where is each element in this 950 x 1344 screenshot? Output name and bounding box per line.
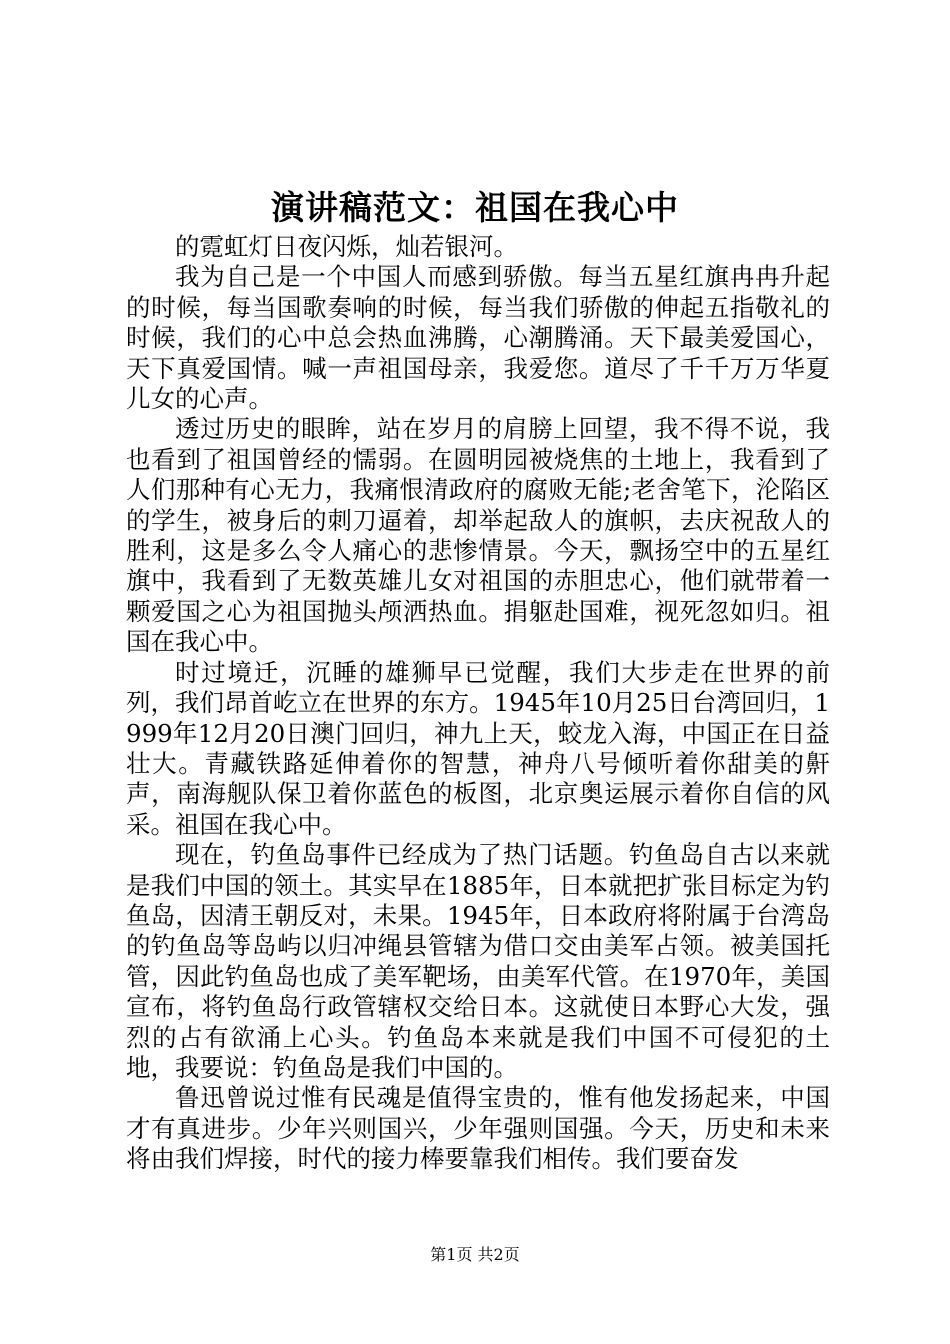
paragraph: 透过历史的眼眸，站在岁月的肩膀上回望，我不得不说，我也看到了祖国曾经的懦弱。在圆明园被烧焦的土地上，我看到了人们那种有心无力，我痛恨清政府的腐败无能;老舍笔下，沦陷区的学生，被身后的刺刀逼着，却举起敌人的旗帜，去庆祝敌人的胜利，这是多么令人痛心的悲惨情景。今天，飘扬空中的五星红旗中，我看到了无数英雄儿女对祖国的赤胆忠心，他们就带着一颗爱国之心为祖国抛头颅洒热血。捐躯赴国难，视死忽如归。祖国在我心中。: [126, 414, 830, 657]
document-body: [126, 232, 830, 1175]
paragraph: 我为自己是一个中国人而感到骄傲。每当五星红旗冉冉升起的时候，每当国歌奏响的时候，每当我们骄傲的伸起五指敬礼的时候，我们的心中总会热血沸腾，心潮腾涌。天下最美爱国心，天下真爱国情。喊一声祖国母亲，我爱您。道尽了千千万万华夏儿女的心声。: [126, 262, 830, 414]
page-footer: 第1页 共2页: [430, 1245, 520, 1264]
paragraph: 鲁迅曾说过惟有民魂是值得宝贵的，惟有他发扬起来，中国才有真进步。少年兴则国兴，少年强则国强。今天，历史和未来将由我们焊接，时代的接力棒要靠我们相传。我们要奋发: [126, 1083, 830, 1174]
paragraph: 现在，钓鱼岛事件已经成为了热门话题。钓鱼岛自古以来就是我们中国的领土。其实早在1885年，日本就把扩张目标定为钓鱼岛，因清王朝反对，未果。1945年，日本政府将附属于台湾岛的钓鱼岛等岛屿以归冲绳县管辖为借口交由美军占领。被美国托管，因此钓鱼岛也成了美军靶场，由美军代管。在1970年，美国宣布，将钓鱼岛行政管辖权交给日本。这就使日本野心大发，强烈的占有欲涌上心头。钓鱼岛本来就是我们中国不可侵犯的土地，我要说：钓鱼岛是我们中国的。: [126, 840, 830, 1082]
paragraph: 时过境迁，沉睡的雄狮早已觉醒，我们大步走在世界的前列，我们昂首屹立在世界的东方。1945年10月25日台湾回归，1999年12月20日澳门回归，神九上天，蛟龙入海，中国正在日益壮大。青藏铁路延伸着你的智慧，神舟八号倾听着你甜美的鼾声，南海舰队保卫着你蓝色的板图，北京奥运展示着你自信的风采。祖国在我心中。: [126, 657, 830, 839]
paragraph: 的霓虹灯日夜闪烁，灿若银河。: [175, 232, 518, 261]
document-title: 演讲稿范文：祖国在我心中: [271, 188, 679, 227]
